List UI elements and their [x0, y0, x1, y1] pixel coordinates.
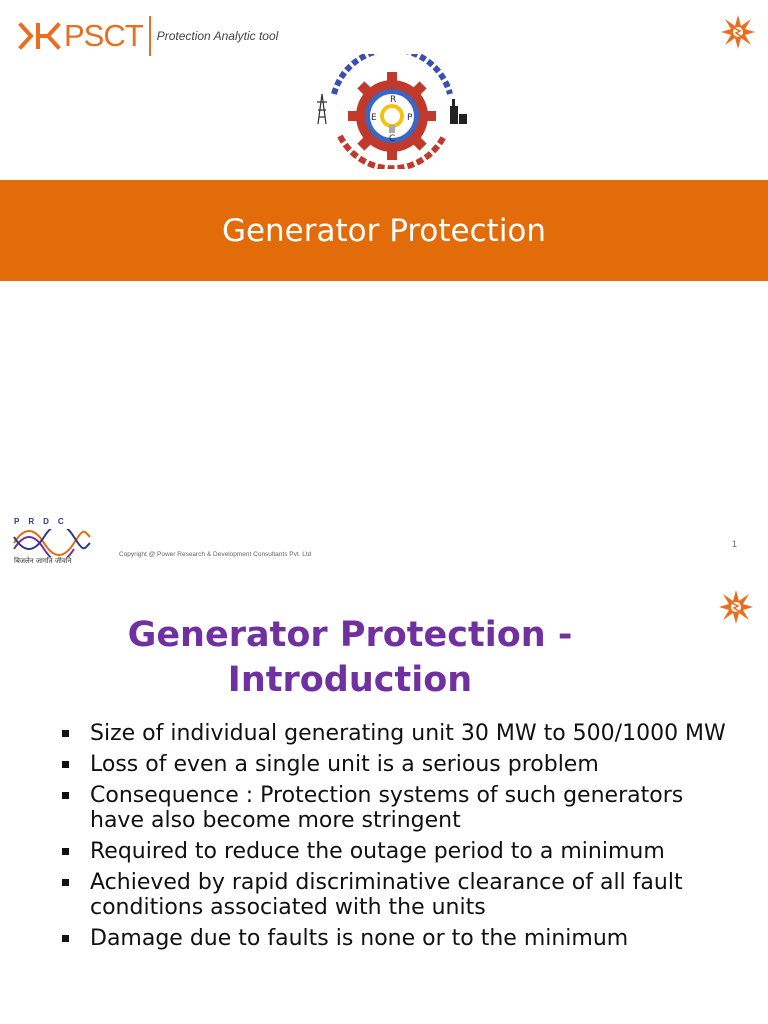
slide-title: Generator Protection — [221, 212, 547, 249]
svg-text:E: E — [371, 113, 377, 123]
psct-logo — [18, 14, 278, 58]
erpc-seal-logo — [312, 54, 472, 169]
bullet-text: Required to reduce the outage period to a minimum — [90, 839, 665, 864]
square-bullet-icon — [62, 730, 69, 737]
logo-divider — [149, 16, 151, 56]
list-item — [62, 721, 742, 746]
psct-mark-icon — [18, 21, 62, 51]
psct-subtitle: Protection Analytic tool — [156, 29, 279, 43]
bullet-text: Achieved by rapid discriminative clearance of all fault conditions associated with the units — [90, 870, 683, 920]
bullet-text: Consequence : Protection systems of such generators have also become more stringent — [90, 783, 684, 833]
copyright-text: Copyright @ Power Research & Development Consultants Pvt. Ltd — [119, 551, 312, 558]
bullet-text: Size of individual generating unit 30 MW to 500/1000 MW — [90, 721, 726, 746]
orange-starburst-icon — [718, 589, 754, 625]
bullet-text: Loss of even a single unit is a serious problem — [90, 752, 599, 777]
orange-starburst-icon — [720, 14, 756, 50]
square-bullet-icon — [62, 935, 69, 942]
title-banner — [0, 180, 768, 281]
prdc-tagline: बिजलेन जागति जीवनि — [14, 557, 72, 565]
svg-text:R: R — [390, 95, 397, 105]
square-bullet-icon — [62, 792, 69, 799]
intro-slide — [0, 585, 768, 1024]
prdc-logo — [12, 515, 92, 571]
list-item — [62, 839, 742, 864]
list-item — [62, 870, 742, 920]
square-bullet-icon — [62, 848, 69, 855]
list-item — [62, 752, 742, 777]
list-item — [62, 783, 742, 833]
square-bullet-icon — [62, 761, 69, 768]
square-bullet-icon — [62, 879, 69, 886]
page-number: 1 — [732, 539, 738, 549]
bullet-text: Damage due to faults is none or to the minimum — [90, 926, 629, 951]
sine-waves-icon — [12, 529, 92, 557]
svg-text:P: P — [407, 113, 413, 123]
prdc-letters: PRDC — [14, 517, 73, 526]
intro-slide-title: Generator Protection - Introduction — [127, 615, 573, 700]
psct-wordmark: PSCT — [64, 18, 143, 53]
svg-text:C: C — [389, 134, 396, 144]
bullet-list — [62, 721, 742, 957]
list-item — [62, 926, 742, 951]
